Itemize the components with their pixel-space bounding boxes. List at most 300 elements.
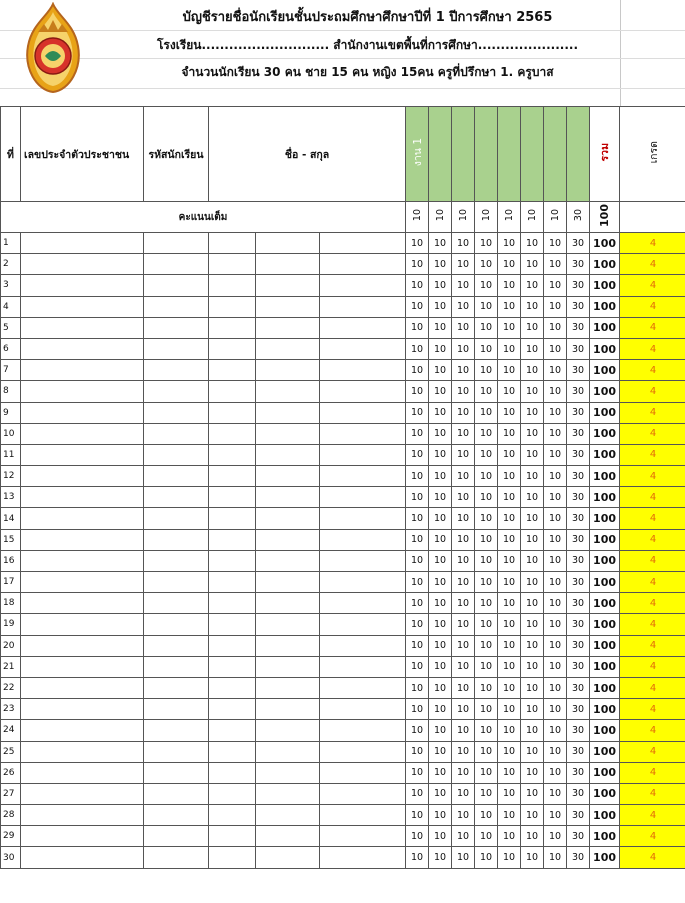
citizen-id-cell[interactable] (21, 233, 144, 254)
score-cell[interactable]: 10 (429, 550, 452, 571)
score-cell[interactable]: 10 (544, 444, 567, 465)
score-cell[interactable]: 10 (406, 656, 429, 677)
score-cell[interactable]: 10 (475, 233, 498, 254)
score-cell[interactable]: 10 (452, 233, 475, 254)
student-code-cell[interactable] (144, 402, 209, 423)
student-code-cell[interactable] (144, 677, 209, 698)
name-extra-cell[interactable] (320, 317, 406, 338)
score-cell[interactable]: 10 (452, 466, 475, 487)
citizen-id-cell[interactable] (21, 593, 144, 614)
score-cell[interactable]: 10 (521, 677, 544, 698)
score-cell[interactable]: 10 (498, 444, 521, 465)
student-code-cell[interactable] (144, 741, 209, 762)
name-extra-cell[interactable] (320, 762, 406, 783)
name-extra-cell[interactable] (320, 847, 406, 868)
last-name-cell[interactable] (256, 275, 320, 296)
score-cell[interactable]: 10 (498, 381, 521, 402)
score-cell[interactable]: 10 (475, 635, 498, 656)
score-cell[interactable]: 10 (429, 635, 452, 656)
score-cell[interactable]: 10 (521, 254, 544, 275)
score-cell[interactable]: 10 (544, 423, 567, 444)
score-cell[interactable]: 10 (544, 656, 567, 677)
citizen-id-cell[interactable] (21, 444, 144, 465)
citizen-id-cell[interactable] (21, 338, 144, 359)
score-cell[interactable]: 10 (475, 741, 498, 762)
name-extra-cell[interactable] (320, 699, 406, 720)
score-cell[interactable]: 10 (498, 508, 521, 529)
last-name-cell[interactable] (256, 847, 320, 868)
last-name-cell[interactable] (256, 572, 320, 593)
score-cell[interactable]: 10 (452, 635, 475, 656)
first-name-cell[interactable] (209, 254, 256, 275)
score-cell[interactable]: 10 (406, 381, 429, 402)
name-extra-cell[interactable] (320, 529, 406, 550)
citizen-id-cell[interactable] (21, 487, 144, 508)
score-cell[interactable]: 10 (475, 805, 498, 826)
score-cell[interactable]: 10 (452, 508, 475, 529)
score-cell[interactable]: 10 (498, 423, 521, 444)
name-extra-cell[interactable] (320, 423, 406, 444)
last-name-cell[interactable] (256, 296, 320, 317)
citizen-id-cell[interactable] (21, 402, 144, 423)
score-cell[interactable]: 10 (452, 741, 475, 762)
score-cell[interactable]: 10 (429, 720, 452, 741)
student-code-cell[interactable] (144, 572, 209, 593)
score-cell[interactable]: 10 (452, 656, 475, 677)
last-name-cell[interactable] (256, 487, 320, 508)
score-cell[interactable]: 30 (567, 720, 590, 741)
score-cell[interactable]: 10 (406, 572, 429, 593)
score-cell[interactable]: 10 (521, 614, 544, 635)
student-code-cell[interactable] (144, 805, 209, 826)
score-cell[interactable]: 10 (498, 254, 521, 275)
score-cell[interactable]: 10 (406, 423, 429, 444)
score-cell[interactable]: 10 (429, 254, 452, 275)
score-cell[interactable]: 10 (429, 826, 452, 847)
first-name-cell[interactable] (209, 487, 256, 508)
score-cell[interactable]: 30 (567, 233, 590, 254)
score-cell[interactable]: 10 (544, 296, 567, 317)
score-cell[interactable]: 10 (452, 699, 475, 720)
citizen-id-cell[interactable] (21, 635, 144, 656)
citizen-id-cell[interactable] (21, 550, 144, 571)
score-cell[interactable]: 10 (429, 402, 452, 423)
first-name-cell[interactable] (209, 762, 256, 783)
student-code-cell[interactable] (144, 783, 209, 804)
score-cell[interactable]: 10 (475, 762, 498, 783)
score-cell[interactable]: 10 (544, 826, 567, 847)
last-name-cell[interactable] (256, 360, 320, 381)
score-cell[interactable]: 10 (452, 614, 475, 635)
citizen-id-cell[interactable] (21, 381, 144, 402)
score-cell[interactable]: 10 (544, 360, 567, 381)
score-cell[interactable]: 10 (429, 360, 452, 381)
score-cell[interactable]: 10 (544, 381, 567, 402)
score-cell[interactable]: 30 (567, 614, 590, 635)
last-name-cell[interactable] (256, 783, 320, 804)
first-name-cell[interactable] (209, 699, 256, 720)
score-cell[interactable]: 10 (544, 338, 567, 359)
name-extra-cell[interactable] (320, 466, 406, 487)
first-name-cell[interactable] (209, 593, 256, 614)
score-cell[interactable]: 10 (429, 699, 452, 720)
score-cell[interactable]: 10 (544, 233, 567, 254)
citizen-id-cell[interactable] (21, 572, 144, 593)
score-cell[interactable]: 30 (567, 254, 590, 275)
first-name-cell[interactable] (209, 656, 256, 677)
score-cell[interactable]: 10 (406, 487, 429, 508)
score-cell[interactable]: 30 (567, 741, 590, 762)
first-name-cell[interactable] (209, 720, 256, 741)
name-extra-cell[interactable] (320, 275, 406, 296)
score-cell[interactable]: 10 (406, 402, 429, 423)
score-cell[interactable]: 10 (406, 529, 429, 550)
student-code-cell[interactable] (144, 550, 209, 571)
score-cell[interactable]: 10 (544, 762, 567, 783)
score-cell[interactable]: 10 (521, 783, 544, 804)
name-extra-cell[interactable] (320, 720, 406, 741)
student-code-cell[interactable] (144, 296, 209, 317)
score-cell[interactable]: 10 (429, 847, 452, 868)
name-extra-cell[interactable] (320, 741, 406, 762)
score-cell[interactable]: 10 (429, 677, 452, 698)
score-cell[interactable]: 10 (452, 338, 475, 359)
score-cell[interactable]: 10 (475, 572, 498, 593)
citizen-id-cell[interactable] (21, 720, 144, 741)
name-extra-cell[interactable] (320, 444, 406, 465)
score-cell[interactable]: 10 (406, 317, 429, 338)
score-cell[interactable]: 10 (544, 677, 567, 698)
score-cell[interactable]: 10 (429, 338, 452, 359)
first-name-cell[interactable] (209, 296, 256, 317)
citizen-id-cell[interactable] (21, 847, 144, 868)
score-cell[interactable]: 10 (475, 826, 498, 847)
score-cell[interactable]: 10 (521, 275, 544, 296)
score-cell[interactable]: 10 (406, 614, 429, 635)
score-cell[interactable]: 10 (498, 614, 521, 635)
score-cell[interactable]: 10 (521, 656, 544, 677)
score-cell[interactable]: 10 (475, 720, 498, 741)
student-code-cell[interactable] (144, 762, 209, 783)
score-cell[interactable]: 30 (567, 677, 590, 698)
first-name-cell[interactable] (209, 233, 256, 254)
score-cell[interactable]: 10 (521, 381, 544, 402)
score-cell[interactable]: 10 (521, 699, 544, 720)
score-cell[interactable]: 10 (544, 275, 567, 296)
score-cell[interactable]: 30 (567, 360, 590, 381)
first-name-cell[interactable] (209, 826, 256, 847)
student-code-cell[interactable] (144, 508, 209, 529)
score-cell[interactable]: 10 (475, 550, 498, 571)
first-name-cell[interactable] (209, 275, 256, 296)
score-cell[interactable]: 10 (521, 550, 544, 571)
first-name-cell[interactable] (209, 338, 256, 359)
score-cell[interactable]: 10 (406, 783, 429, 804)
last-name-cell[interactable] (256, 741, 320, 762)
first-name-cell[interactable] (209, 317, 256, 338)
score-cell[interactable]: 10 (452, 826, 475, 847)
score-cell[interactable]: 10 (521, 847, 544, 868)
name-extra-cell[interactable] (320, 254, 406, 275)
score-cell[interactable]: 10 (406, 550, 429, 571)
last-name-cell[interactable] (256, 699, 320, 720)
score-cell[interactable]: 10 (429, 487, 452, 508)
score-cell[interactable]: 10 (406, 699, 429, 720)
score-cell[interactable]: 10 (521, 529, 544, 550)
score-cell[interactable]: 10 (498, 338, 521, 359)
student-code-cell[interactable] (144, 656, 209, 677)
last-name-cell[interactable] (256, 317, 320, 338)
citizen-id-cell[interactable] (21, 783, 144, 804)
student-code-cell[interactable] (144, 423, 209, 444)
name-extra-cell[interactable] (320, 656, 406, 677)
score-cell[interactable]: 10 (498, 402, 521, 423)
last-name-cell[interactable] (256, 423, 320, 444)
score-cell[interactable]: 10 (475, 783, 498, 804)
citizen-id-cell[interactable] (21, 826, 144, 847)
score-cell[interactable]: 10 (452, 783, 475, 804)
score-cell[interactable]: 10 (498, 805, 521, 826)
score-cell[interactable]: 10 (452, 444, 475, 465)
score-cell[interactable]: 30 (567, 466, 590, 487)
student-code-cell[interactable] (144, 317, 209, 338)
score-cell[interactable]: 10 (544, 614, 567, 635)
last-name-cell[interactable] (256, 466, 320, 487)
score-cell[interactable]: 10 (406, 296, 429, 317)
name-extra-cell[interactable] (320, 402, 406, 423)
score-cell[interactable]: 10 (452, 275, 475, 296)
score-cell[interactable]: 10 (406, 593, 429, 614)
score-cell[interactable]: 10 (544, 572, 567, 593)
score-cell[interactable]: 10 (475, 381, 498, 402)
score-cell[interactable]: 10 (521, 635, 544, 656)
score-cell[interactable]: 10 (452, 360, 475, 381)
score-cell[interactable]: 10 (406, 466, 429, 487)
score-cell[interactable]: 10 (406, 338, 429, 359)
name-extra-cell[interactable] (320, 593, 406, 614)
score-cell[interactable]: 10 (452, 572, 475, 593)
score-cell[interactable]: 10 (452, 317, 475, 338)
first-name-cell[interactable] (209, 402, 256, 423)
score-cell[interactable]: 10 (429, 656, 452, 677)
first-name-cell[interactable] (209, 508, 256, 529)
name-extra-cell[interactable] (320, 487, 406, 508)
score-cell[interactable]: 10 (498, 529, 521, 550)
score-cell[interactable]: 30 (567, 593, 590, 614)
student-code-cell[interactable] (144, 233, 209, 254)
score-cell[interactable]: 10 (452, 254, 475, 275)
score-cell[interactable]: 10 (475, 360, 498, 381)
score-cell[interactable]: 10 (544, 783, 567, 804)
score-cell[interactable]: 10 (429, 423, 452, 444)
score-cell[interactable]: 10 (498, 741, 521, 762)
score-cell[interactable]: 10 (429, 466, 452, 487)
score-cell[interactable]: 10 (498, 593, 521, 614)
score-cell[interactable]: 10 (544, 466, 567, 487)
citizen-id-cell[interactable] (21, 656, 144, 677)
score-cell[interactable]: 30 (567, 635, 590, 656)
score-cell[interactable]: 10 (406, 360, 429, 381)
first-name-cell[interactable] (209, 466, 256, 487)
first-name-cell[interactable] (209, 444, 256, 465)
score-cell[interactable]: 10 (521, 444, 544, 465)
citizen-id-cell[interactable] (21, 762, 144, 783)
score-cell[interactable]: 10 (452, 550, 475, 571)
score-cell[interactable]: 10 (452, 805, 475, 826)
student-code-cell[interactable] (144, 466, 209, 487)
score-cell[interactable]: 10 (429, 275, 452, 296)
last-name-cell[interactable] (256, 762, 320, 783)
score-cell[interactable]: 30 (567, 550, 590, 571)
score-cell[interactable]: 10 (544, 487, 567, 508)
name-extra-cell[interactable] (320, 381, 406, 402)
student-code-cell[interactable] (144, 847, 209, 868)
score-cell[interactable]: 30 (567, 529, 590, 550)
score-cell[interactable]: 10 (475, 296, 498, 317)
first-name-cell[interactable] (209, 783, 256, 804)
name-extra-cell[interactable] (320, 826, 406, 847)
score-cell[interactable]: 30 (567, 444, 590, 465)
score-cell[interactable]: 30 (567, 317, 590, 338)
score-cell[interactable]: 30 (567, 699, 590, 720)
score-cell[interactable]: 10 (429, 741, 452, 762)
score-cell[interactable]: 10 (406, 741, 429, 762)
last-name-cell[interactable] (256, 233, 320, 254)
student-code-cell[interactable] (144, 487, 209, 508)
score-cell[interactable]: 30 (567, 847, 590, 868)
student-code-cell[interactable] (144, 444, 209, 465)
score-cell[interactable]: 10 (406, 444, 429, 465)
score-cell[interactable]: 10 (521, 572, 544, 593)
score-cell[interactable]: 10 (521, 805, 544, 826)
score-cell[interactable]: 10 (521, 720, 544, 741)
student-code-cell[interactable] (144, 635, 209, 656)
score-cell[interactable]: 10 (475, 529, 498, 550)
score-cell[interactable]: 10 (544, 805, 567, 826)
student-code-cell[interactable] (144, 360, 209, 381)
first-name-cell[interactable] (209, 423, 256, 444)
score-cell[interactable]: 10 (544, 550, 567, 571)
score-cell[interactable]: 10 (475, 699, 498, 720)
score-cell[interactable]: 10 (498, 826, 521, 847)
student-code-cell[interactable] (144, 338, 209, 359)
score-cell[interactable]: 30 (567, 656, 590, 677)
last-name-cell[interactable] (256, 720, 320, 741)
score-cell[interactable]: 10 (429, 614, 452, 635)
score-cell[interactable]: 30 (567, 487, 590, 508)
score-cell[interactable]: 10 (521, 741, 544, 762)
score-cell[interactable]: 10 (498, 762, 521, 783)
score-cell[interactable]: 10 (406, 254, 429, 275)
score-cell[interactable]: 10 (498, 699, 521, 720)
first-name-cell[interactable] (209, 635, 256, 656)
score-cell[interactable]: 10 (498, 296, 521, 317)
score-cell[interactable]: 10 (521, 360, 544, 381)
name-extra-cell[interactable] (320, 296, 406, 317)
score-cell[interactable]: 30 (567, 296, 590, 317)
score-cell[interactable]: 10 (406, 762, 429, 783)
score-cell[interactable]: 10 (521, 233, 544, 254)
score-cell[interactable]: 10 (544, 402, 567, 423)
score-cell[interactable]: 30 (567, 762, 590, 783)
score-cell[interactable]: 10 (521, 826, 544, 847)
student-code-cell[interactable] (144, 826, 209, 847)
score-cell[interactable]: 10 (475, 487, 498, 508)
score-cell[interactable]: 10 (521, 296, 544, 317)
score-cell[interactable]: 30 (567, 423, 590, 444)
citizen-id-cell[interactable] (21, 254, 144, 275)
first-name-cell[interactable] (209, 572, 256, 593)
first-name-cell[interactable] (209, 847, 256, 868)
score-cell[interactable]: 10 (544, 741, 567, 762)
last-name-cell[interactable] (256, 402, 320, 423)
citizen-id-cell[interactable] (21, 614, 144, 635)
score-cell[interactable]: 10 (544, 529, 567, 550)
score-cell[interactable]: 10 (498, 847, 521, 868)
last-name-cell[interactable] (256, 529, 320, 550)
name-extra-cell[interactable] (320, 614, 406, 635)
score-cell[interactable]: 10 (406, 635, 429, 656)
name-extra-cell[interactable] (320, 805, 406, 826)
citizen-id-cell[interactable] (21, 805, 144, 826)
score-cell[interactable]: 10 (521, 762, 544, 783)
student-code-cell[interactable] (144, 275, 209, 296)
score-cell[interactable]: 10 (544, 593, 567, 614)
score-cell[interactable]: 10 (429, 444, 452, 465)
score-cell[interactable]: 10 (521, 338, 544, 359)
score-cell[interactable]: 10 (429, 805, 452, 826)
score-cell[interactable]: 30 (567, 381, 590, 402)
citizen-id-cell[interactable] (21, 529, 144, 550)
score-cell[interactable]: 10 (475, 677, 498, 698)
score-cell[interactable]: 10 (498, 360, 521, 381)
score-cell[interactable]: 10 (475, 444, 498, 465)
name-extra-cell[interactable] (320, 783, 406, 804)
last-name-cell[interactable] (256, 826, 320, 847)
citizen-id-cell[interactable] (21, 275, 144, 296)
score-cell[interactable]: 10 (452, 381, 475, 402)
score-cell[interactable]: 10 (452, 762, 475, 783)
last-name-cell[interactable] (256, 677, 320, 698)
score-cell[interactable]: 10 (406, 826, 429, 847)
name-extra-cell[interactable] (320, 338, 406, 359)
score-cell[interactable]: 10 (429, 529, 452, 550)
score-cell[interactable]: 30 (567, 338, 590, 359)
score-cell[interactable]: 10 (498, 466, 521, 487)
score-cell[interactable]: 10 (452, 529, 475, 550)
score-cell[interactable]: 10 (544, 317, 567, 338)
score-cell[interactable]: 10 (452, 402, 475, 423)
score-cell[interactable]: 30 (567, 783, 590, 804)
score-cell[interactable]: 10 (429, 381, 452, 402)
score-cell[interactable]: 10 (406, 275, 429, 296)
first-name-cell[interactable] (209, 381, 256, 402)
score-cell[interactable]: 10 (429, 317, 452, 338)
score-cell[interactable]: 10 (475, 275, 498, 296)
name-extra-cell[interactable] (320, 677, 406, 698)
score-cell[interactable]: 30 (567, 402, 590, 423)
student-code-cell[interactable] (144, 529, 209, 550)
name-extra-cell[interactable] (320, 550, 406, 571)
first-name-cell[interactable] (209, 614, 256, 635)
score-cell[interactable]: 10 (521, 508, 544, 529)
score-cell[interactable]: 10 (475, 593, 498, 614)
score-cell[interactable]: 10 (544, 847, 567, 868)
score-cell[interactable]: 10 (498, 233, 521, 254)
student-code-cell[interactable] (144, 254, 209, 275)
score-cell[interactable]: 10 (544, 699, 567, 720)
score-cell[interactable]: 10 (521, 317, 544, 338)
